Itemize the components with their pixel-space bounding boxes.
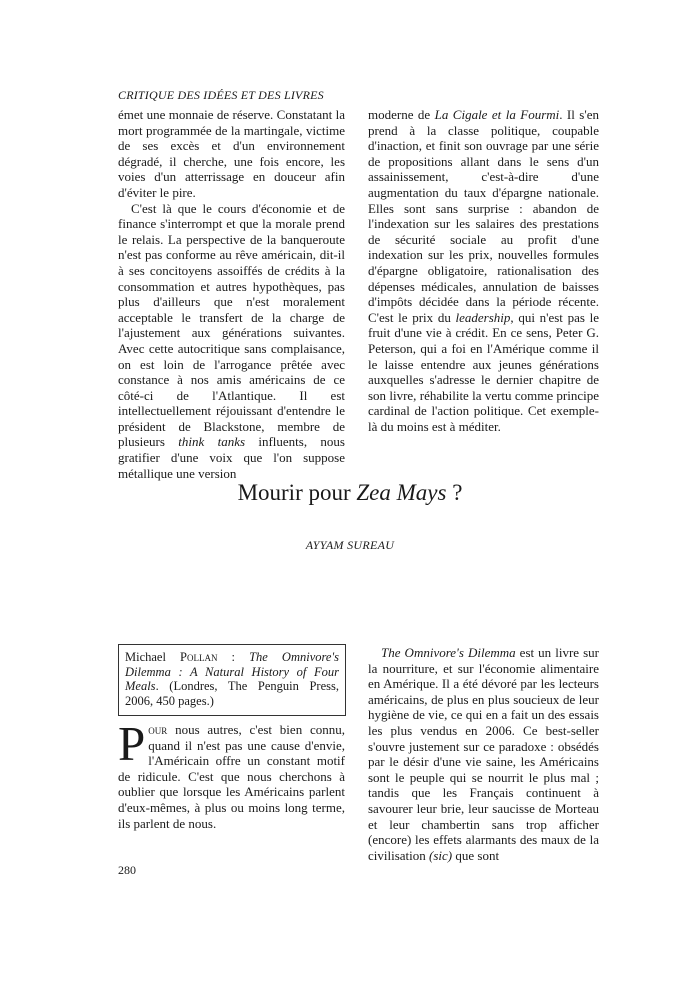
paragraph: The Omnivore's Dilemma est un livre sur la nourriture, et sur l'économie alimentaire en Amérique. Il a été dévoré par les lecteurs américains, de plus en plus soucieux de leur hygiène de vie, ce qui en a fait un des essais les plus vendus en 2006. Ce best-seller s'ouvre justement sur ce paradoxe : obsédés par le désir d'une vie saine, les Américains sont le peuple qui se nourrit le plus mal ; tandis que les Français continuent à savourer leur brie, leur saucisse de Morteau et leur chambertin sans trop afficher (encore) les effets alarmants des maux de la civilisation (sic) que sont [368, 645, 599, 863]
paragraph: émet une monnaie de réserve. Constatant la mort programmée de la martingale, victime de ses excès et d'un environnement dégradé, il cherche, une fois encore, les voies d'un atterrissage en douceur afin d'éviter le pire. [118, 107, 345, 200]
intro-paragraph: Pour nous autres, c'est bien connu, quand il n'est pas une cause d'envie, l'Américain offre un constant motif de ridicule. C'est que nous cherchons à oublier que lorsque les Américains parlent d'eux-mêmes, à plus ou moins long terme, ils parlent de nous. [118, 716, 345, 831]
paragraph: moderne de La Cigale et la Fourmi. Il s'en prend à la classe politique, coupable d'inaction, et finit son ouvrage par une série de propositions allant dans le sens d'un assainissement, c'est-à-dire d'une augmentation du taux d'épargne nationale. Elles sont sans surprise : abandon de l'indexation sur les salaires des prestations de sécurité sociale au profit d'une indexation sur les prix, nouvelles formules d'épargne obligatoire, rationalisation des dépenses médicales, annulation de baisses d'impôts décidée dans la période récente. C'est le prix du leadership, qui n'est pas le fruit d'une vie à crédit. En ce sens, Peter G. Peterson, qui a foi en l'Amérique comme il le laisse entendre aux jeunes générations auxquelles s'adresse le dernier chapitre de son livre, réhabilite la vertu comme principe cardinal de l'action politique. Cet exemple-là du moins est à méditer. [368, 107, 599, 434]
top-left-column [118, 107, 345, 481]
article-author: AYYAM SUREAU [305, 538, 395, 552]
book-reference-box: Michael Pollan : The Omnivore's Dilemma : A Natural History of Four Meals. (Londres, The Penguin Press, 2006, 450 pages.) [118, 644, 346, 716]
paragraph: C'est là que le cours d'économie et de finance s'interrompt et que la morale prend le relais. La perspective de la banqueroute n'est pas conforme au rêve américain, dit-il à ses concitoyens assoiffés de crédits à la consommation et autres hypothèques, pas plus d'ailleurs que n'est moralement acceptable le transfert de la charge de l'ajustement aux générations suivantes. Avec cette autocritique sans complaisance, on est loin de l'arrogance prêtée avec constance à nos amis américains de ce côté-ci de l'Atlantique. Il est intellectuellement réjouissant d'entendre le président de Blackstone, membre de plusieurs think tanks influents, nous gratifier d'une voix que l'on suppose métallique une version [118, 200, 345, 481]
page-number: 280 [118, 863, 136, 877]
drop-cap: P [118, 716, 146, 771]
top-right-column [368, 107, 599, 434]
running-header: CRITIQUE DES IDÉES ET DES LIVRES [118, 88, 324, 102]
body-right-column [368, 645, 599, 863]
article-title: Mourir pour Zea Mays ? [237, 480, 463, 505]
